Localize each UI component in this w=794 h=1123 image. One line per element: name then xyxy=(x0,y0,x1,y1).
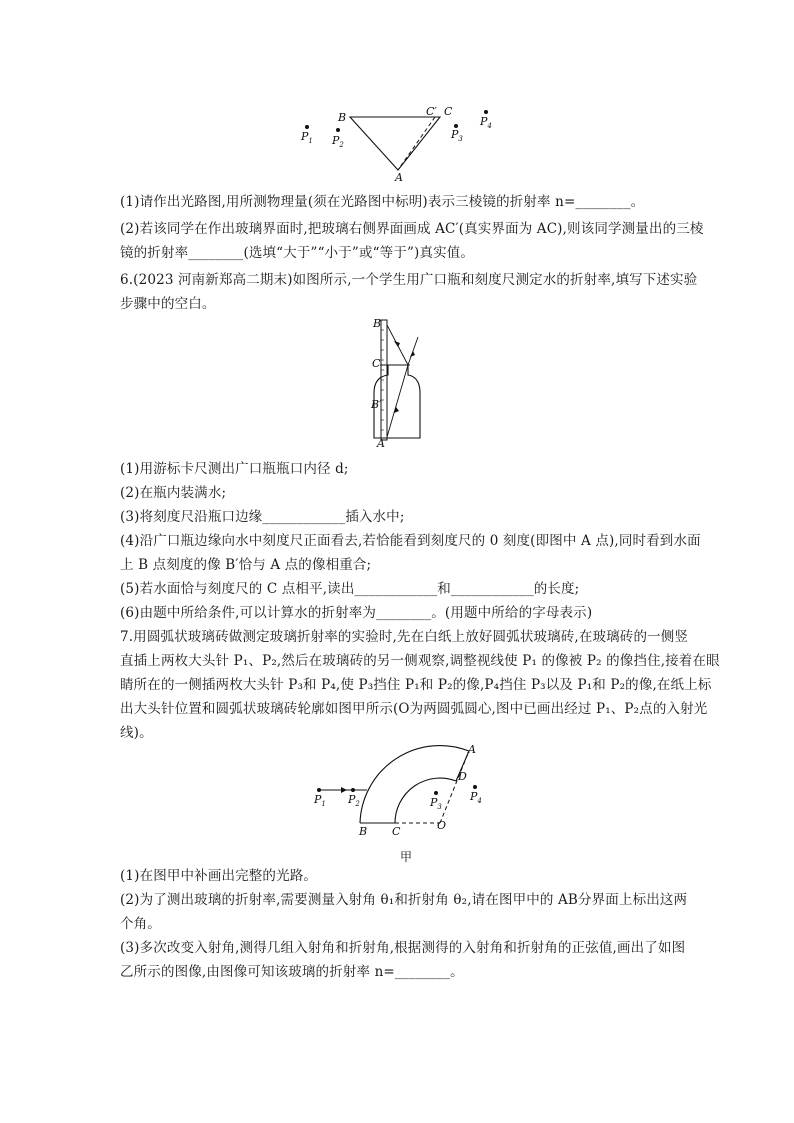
arc-label-d: D xyxy=(458,770,467,783)
inner-arc xyxy=(395,778,456,823)
q7-stem-4: 出大头针位置和圆弧状玻璃砖轮廓如图甲所示(O为两圆弧圆心,图中已画出经过 P₁、P₂点的入射光 xyxy=(120,701,708,717)
q7-stem-1: 7.用圆弧状玻璃砖做测定玻璃折射率的实验时,先在白纸上放好圆弧状玻璃砖,在玻璃砖的一侧竖 xyxy=(120,629,689,645)
arc-label-b: B xyxy=(359,825,368,838)
q7-part2-cont: 个角。 xyxy=(120,916,161,932)
prism-label-a: A xyxy=(395,171,403,184)
bottle-label-a: A xyxy=(377,437,385,450)
q6-stem: 6.(2023 河南新郑高二期末)如图所示,一个学生用广口瓶和刻度尺测定水的折射率,填写下述实验 xyxy=(120,272,698,288)
arc-label-o: O xyxy=(437,819,447,832)
prism-label-p1: $P_1$ xyxy=(301,130,313,146)
q5-part2-cont: 镜的折射率________(选填“大于”“小于”或“等于”)真实值。 xyxy=(120,245,475,261)
q6-step4: (4)沿广口瓶边缘向水中刻度尺正面看去,若恰能看到刻度尺的 0 刻度(即图中 A 点),同时看到水面 xyxy=(120,533,701,549)
pin-p4 xyxy=(484,110,488,114)
arrow-1 xyxy=(394,341,400,347)
q7-part1: (1)在图甲中补画出完整的光路。 xyxy=(120,868,318,884)
incident-arrow xyxy=(341,787,347,793)
pin-p1 xyxy=(305,125,309,129)
prism-false-face xyxy=(398,117,435,170)
arc-caption: 甲 xyxy=(400,850,413,864)
q5-part1: (1)请作出光路图,用所测物理量(须在光路图中标明)表示三棱镜的折射率 n=________。 xyxy=(120,194,645,210)
pin-p2 xyxy=(336,128,340,132)
q6-step1: (1)用游标卡尺测出广口瓶瓶口内径 d; xyxy=(120,461,349,477)
bottle-diagram xyxy=(360,315,440,450)
arc-label-a: A xyxy=(468,743,476,756)
q6-step3: (3)将刻度尺沿瓶口边缘____________插入水中; xyxy=(120,509,405,525)
ray-from-a xyxy=(387,365,408,437)
prism-figure xyxy=(290,100,510,190)
prism-label-p4: $P_4$ xyxy=(480,115,492,131)
arc-label-p4: $P_4$ xyxy=(470,790,482,806)
prism-triangle xyxy=(350,117,440,170)
prism-label-c-prime: C′ xyxy=(426,105,437,118)
bottle-label-b-prime: B′ xyxy=(371,398,382,411)
prism-label-c: C xyxy=(444,105,453,118)
bottle-figure xyxy=(360,315,440,450)
arc-label-p2: $P_2$ xyxy=(348,793,360,809)
arc-figure xyxy=(305,745,505,865)
prism-label-b: B xyxy=(338,111,347,124)
q7-part2: (2)为了测出玻璃的折射率,需要测量入射角 θ₁和折射角 θ₂,请在图甲中的 AB分界面上标出这两 xyxy=(120,892,688,908)
q5-part2: (2)若该同学在作出玻璃界面时,把玻璃右侧界面画成 AC′(真实界面为 AC),则该同学测量出的三棱 xyxy=(120,221,704,237)
q6-stem-cont: 步骤中的空白。 xyxy=(120,296,216,312)
q7-stem-5: 线)。 xyxy=(120,725,153,741)
pin-p4 xyxy=(473,785,477,789)
q6-step4-cont: 上 B 点刻度的像 B′恰与 A 点的像相重合; xyxy=(120,557,372,573)
pin-p2 xyxy=(351,788,355,792)
q7-part3: (3)多次改变入射角,测得几组入射角和折射角,根据测得的入射角和折射角的正弦值,画出了如图 xyxy=(120,940,686,956)
q6-step6: (6)由题中所给条件,可以计算水的折射率为________。(用题中所给的字母表示) xyxy=(120,605,593,621)
q7-stem-3: 睛所在的一侧插两枚大头针 P₃和 P₄,使 P₃挡住 P₁和 P₂的像,P₄挡住 P₃以及 P₁和 P₂的像,在纸上标 xyxy=(120,677,712,693)
arc-label-p3: $P_3$ xyxy=(430,796,442,812)
q6-step2: (2)在瓶内装满水; xyxy=(120,485,227,501)
outer-arc xyxy=(360,746,469,823)
arc-label-c: C xyxy=(392,825,401,838)
bottle-label-c: C xyxy=(372,357,381,370)
q7-part3-cont: 乙所示的图像,由图像可知该玻璃的折射率 n=________。 xyxy=(120,964,464,980)
prism-label-p3: $P_3$ xyxy=(451,128,463,144)
pin-p3 xyxy=(434,791,438,795)
arc-label-p1: $P_1$ xyxy=(314,793,326,809)
prism-label-p2: $P_2$ xyxy=(332,134,344,150)
bottle-label-b: B xyxy=(373,317,382,330)
pin-p1 xyxy=(317,788,321,792)
q6-step5: (5)若水面恰与刻度尺的 C 点相平,读出____________和____________的长度; xyxy=(120,581,580,597)
q7-stem-2: 直插上两枚大头针 P₁、P₂,然后在玻璃砖的另一侧观察,调整视线使 P₁ 的像被 P₂ 的像挡住,接着在眼 xyxy=(120,653,720,669)
